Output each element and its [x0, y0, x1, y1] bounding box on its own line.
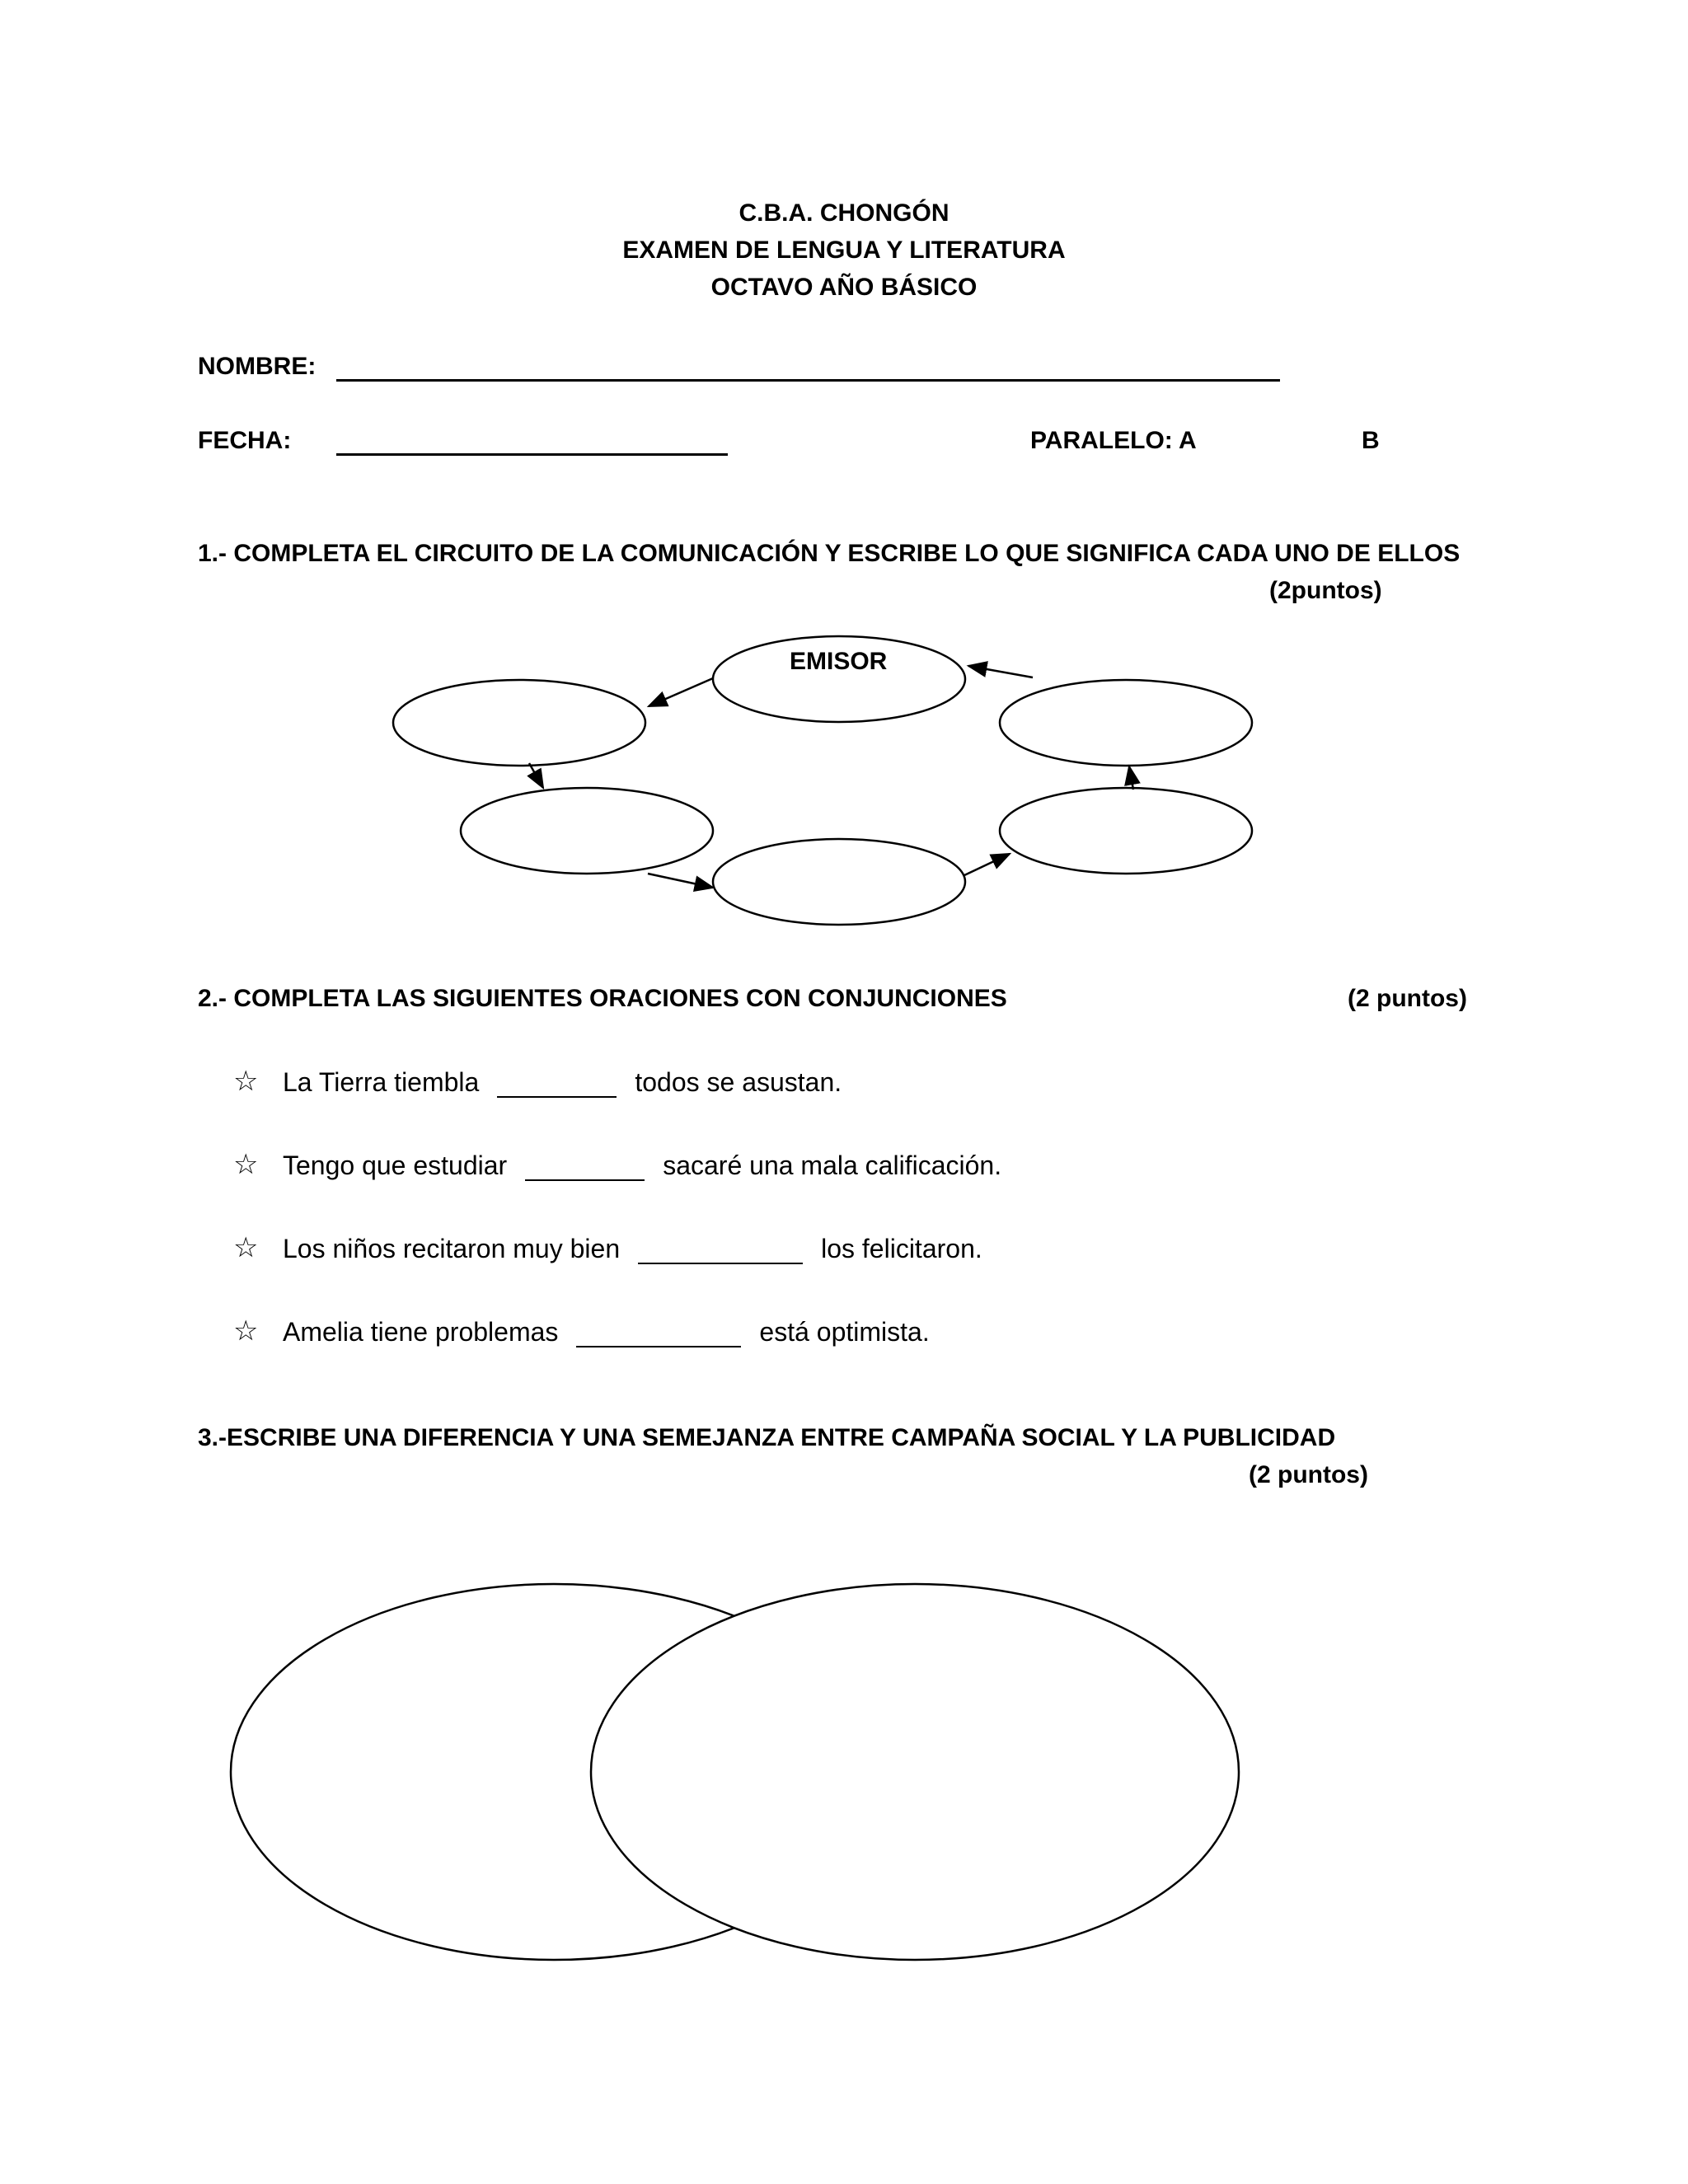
circuit-node-left-bottom[interactable] [461, 788, 713, 874]
name-label: NOMBRE: [198, 353, 316, 380]
sentence-end: sacaré una mala calificación. [663, 1151, 1002, 1180]
circuit-node-right-top[interactable] [1000, 680, 1252, 766]
parallel-option-b: B [1362, 427, 1380, 454]
sentence-item [233, 1315, 930, 1347]
school-name: C.B.A. CHONGÓN [738, 199, 950, 227]
sentence-item [233, 1148, 1001, 1181]
sentence-start: Los niños recitaron muy bien [283, 1234, 621, 1263]
star-icon: ☆ [233, 1315, 259, 1347]
question1-title: 1.- COMPLETA EL CIRCUITO DE LA COMUNICACIÓN Y ESCRIBE LO QUE SIGNIFICA CADA UNO DE ELLOS [198, 540, 1461, 567]
question3-points: (2 puntos) [1249, 1461, 1368, 1488]
grade-title: OCTAVO AÑO BÁSICO [710, 274, 978, 301]
communication-circuit [393, 636, 1252, 925]
circuit-node-left-top[interactable] [393, 680, 645, 766]
star-icon: ☆ [233, 1148, 259, 1181]
emisor-label: EMISOR [790, 648, 888, 675]
question1-points: (2puntos) [1269, 577, 1382, 604]
conjunction-blank[interactable] [525, 1155, 645, 1181]
sentence-end: todos se asustan. [635, 1067, 842, 1097]
circuit-node-bottom[interactable] [713, 839, 965, 925]
sentence-start: La Tierra tiembla [283, 1067, 480, 1097]
arrow-right-top-to-emisor [968, 666, 1033, 677]
star-icon: ☆ [233, 1065, 259, 1098]
star-icon: ☆ [233, 1231, 259, 1264]
venn-right-circle[interactable] [591, 1584, 1239, 1960]
conjunction-blank[interactable] [638, 1238, 803, 1264]
parallel-label: PARALELO: A [1030, 427, 1197, 454]
circuit-node-right-bottom[interactable] [1000, 788, 1252, 874]
conjunction-blank[interactable] [576, 1321, 741, 1347]
arrow-left-top-to-left-bottom [529, 763, 543, 788]
question3-title: 3.-ESCRIBE UNA DIFERENCIA Y UNA SEMEJANZA ENTRE CAMPAÑA SOCIAL Y LA PUBLICIDAD [198, 1424, 1336, 1451]
arrow-right-bottom-to-right-top [1129, 766, 1133, 790]
sentence-start: Tengo que estudiar [283, 1151, 508, 1180]
sentence-start: Amelia tiene problemas [283, 1317, 559, 1347]
arrow-bottom-to-right-bottom [964, 854, 1010, 875]
sentence-item [233, 1065, 842, 1098]
exam-title: EXAMEN DE LENGUA Y LITERATURA [622, 237, 1066, 264]
date-label: FECHA: [198, 427, 292, 454]
sentence-end: los felicitaron. [821, 1234, 982, 1263]
sentence-end: está optimista. [759, 1317, 930, 1347]
arrow-emisor-to-left [649, 678, 713, 706]
arrow-left-bottom-to-bottom [648, 874, 713, 888]
question2-points: (2 puntos) [1348, 985, 1467, 1012]
sentence-item [233, 1231, 982, 1264]
conjunction-blank[interactable] [497, 1071, 617, 1098]
question2-title: 2.- COMPLETA LAS SIGUIENTES ORACIONES CON CONJUNCIONES [198, 985, 1007, 1012]
venn-diagram [231, 1584, 1239, 1960]
